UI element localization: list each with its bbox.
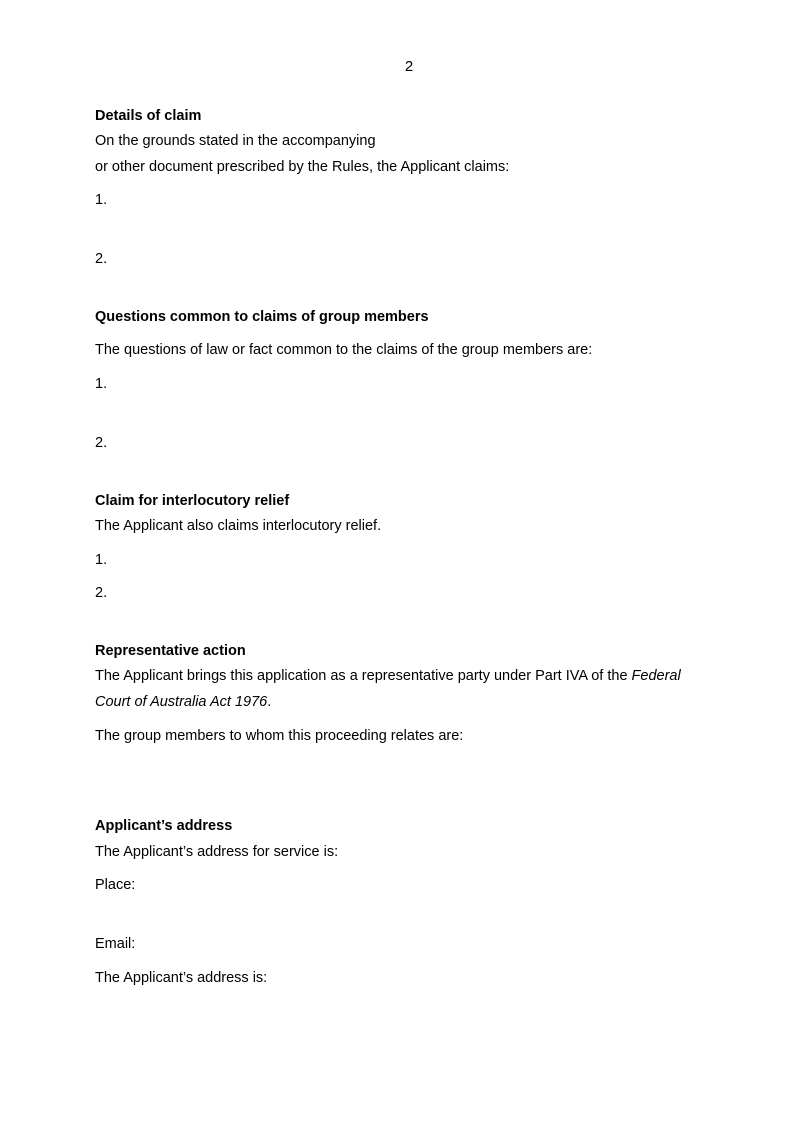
details-of-claim-heading: Details of claim [95, 108, 202, 124]
page-number: 2 [404, 58, 414, 75]
details-of-claim-item-1: 1. [95, 192, 108, 208]
common-questions-item-1: 1. [95, 376, 108, 392]
place-label: Place: [95, 877, 136, 893]
interlocutory-relief-item-1: 1. [95, 552, 108, 568]
applicants-address-heading: Applicant’s address [95, 818, 233, 834]
representative-action-text [95, 663, 705, 715]
address-for-service-intro: The Applicant’s address for service is: [95, 844, 339, 860]
representative-action-heading: Representative action [95, 643, 246, 659]
common-questions-intro: The questions of law or fact common to the claims of the group members are: [95, 342, 593, 358]
applicant-address-intro: The Applicant’s address is: [95, 970, 268, 986]
details-of-claim-intro-line1: On the grounds stated in the accompanying [95, 133, 376, 149]
interlocutory-relief-intro: The Applicant also claims interlocutory relief. [95, 518, 382, 534]
details-of-claim-item-2: 2. [95, 251, 108, 267]
common-questions-item-2: 2. [95, 435, 108, 451]
group-members-text: The group members to whom this proceeding relates are: [95, 728, 464, 744]
act-name: Federal Court of Australia Act 1976 [95, 668, 681, 710]
interlocutory-relief-heading: Claim for interlocutory relief [95, 493, 290, 509]
email-label: Email: [95, 936, 136, 952]
representative-action-text-after: . [267, 694, 272, 710]
interlocutory-relief-item-2: 2. [95, 585, 108, 601]
details-of-claim-intro-line2: or other document prescribed by the Rules, the Applicant claims: [95, 159, 510, 175]
representative-action-text-before: The Applicant brings this application as a representative party under Part IVA of the [95, 668, 632, 684]
common-questions-heading: Questions common to claims of group members [95, 309, 429, 325]
